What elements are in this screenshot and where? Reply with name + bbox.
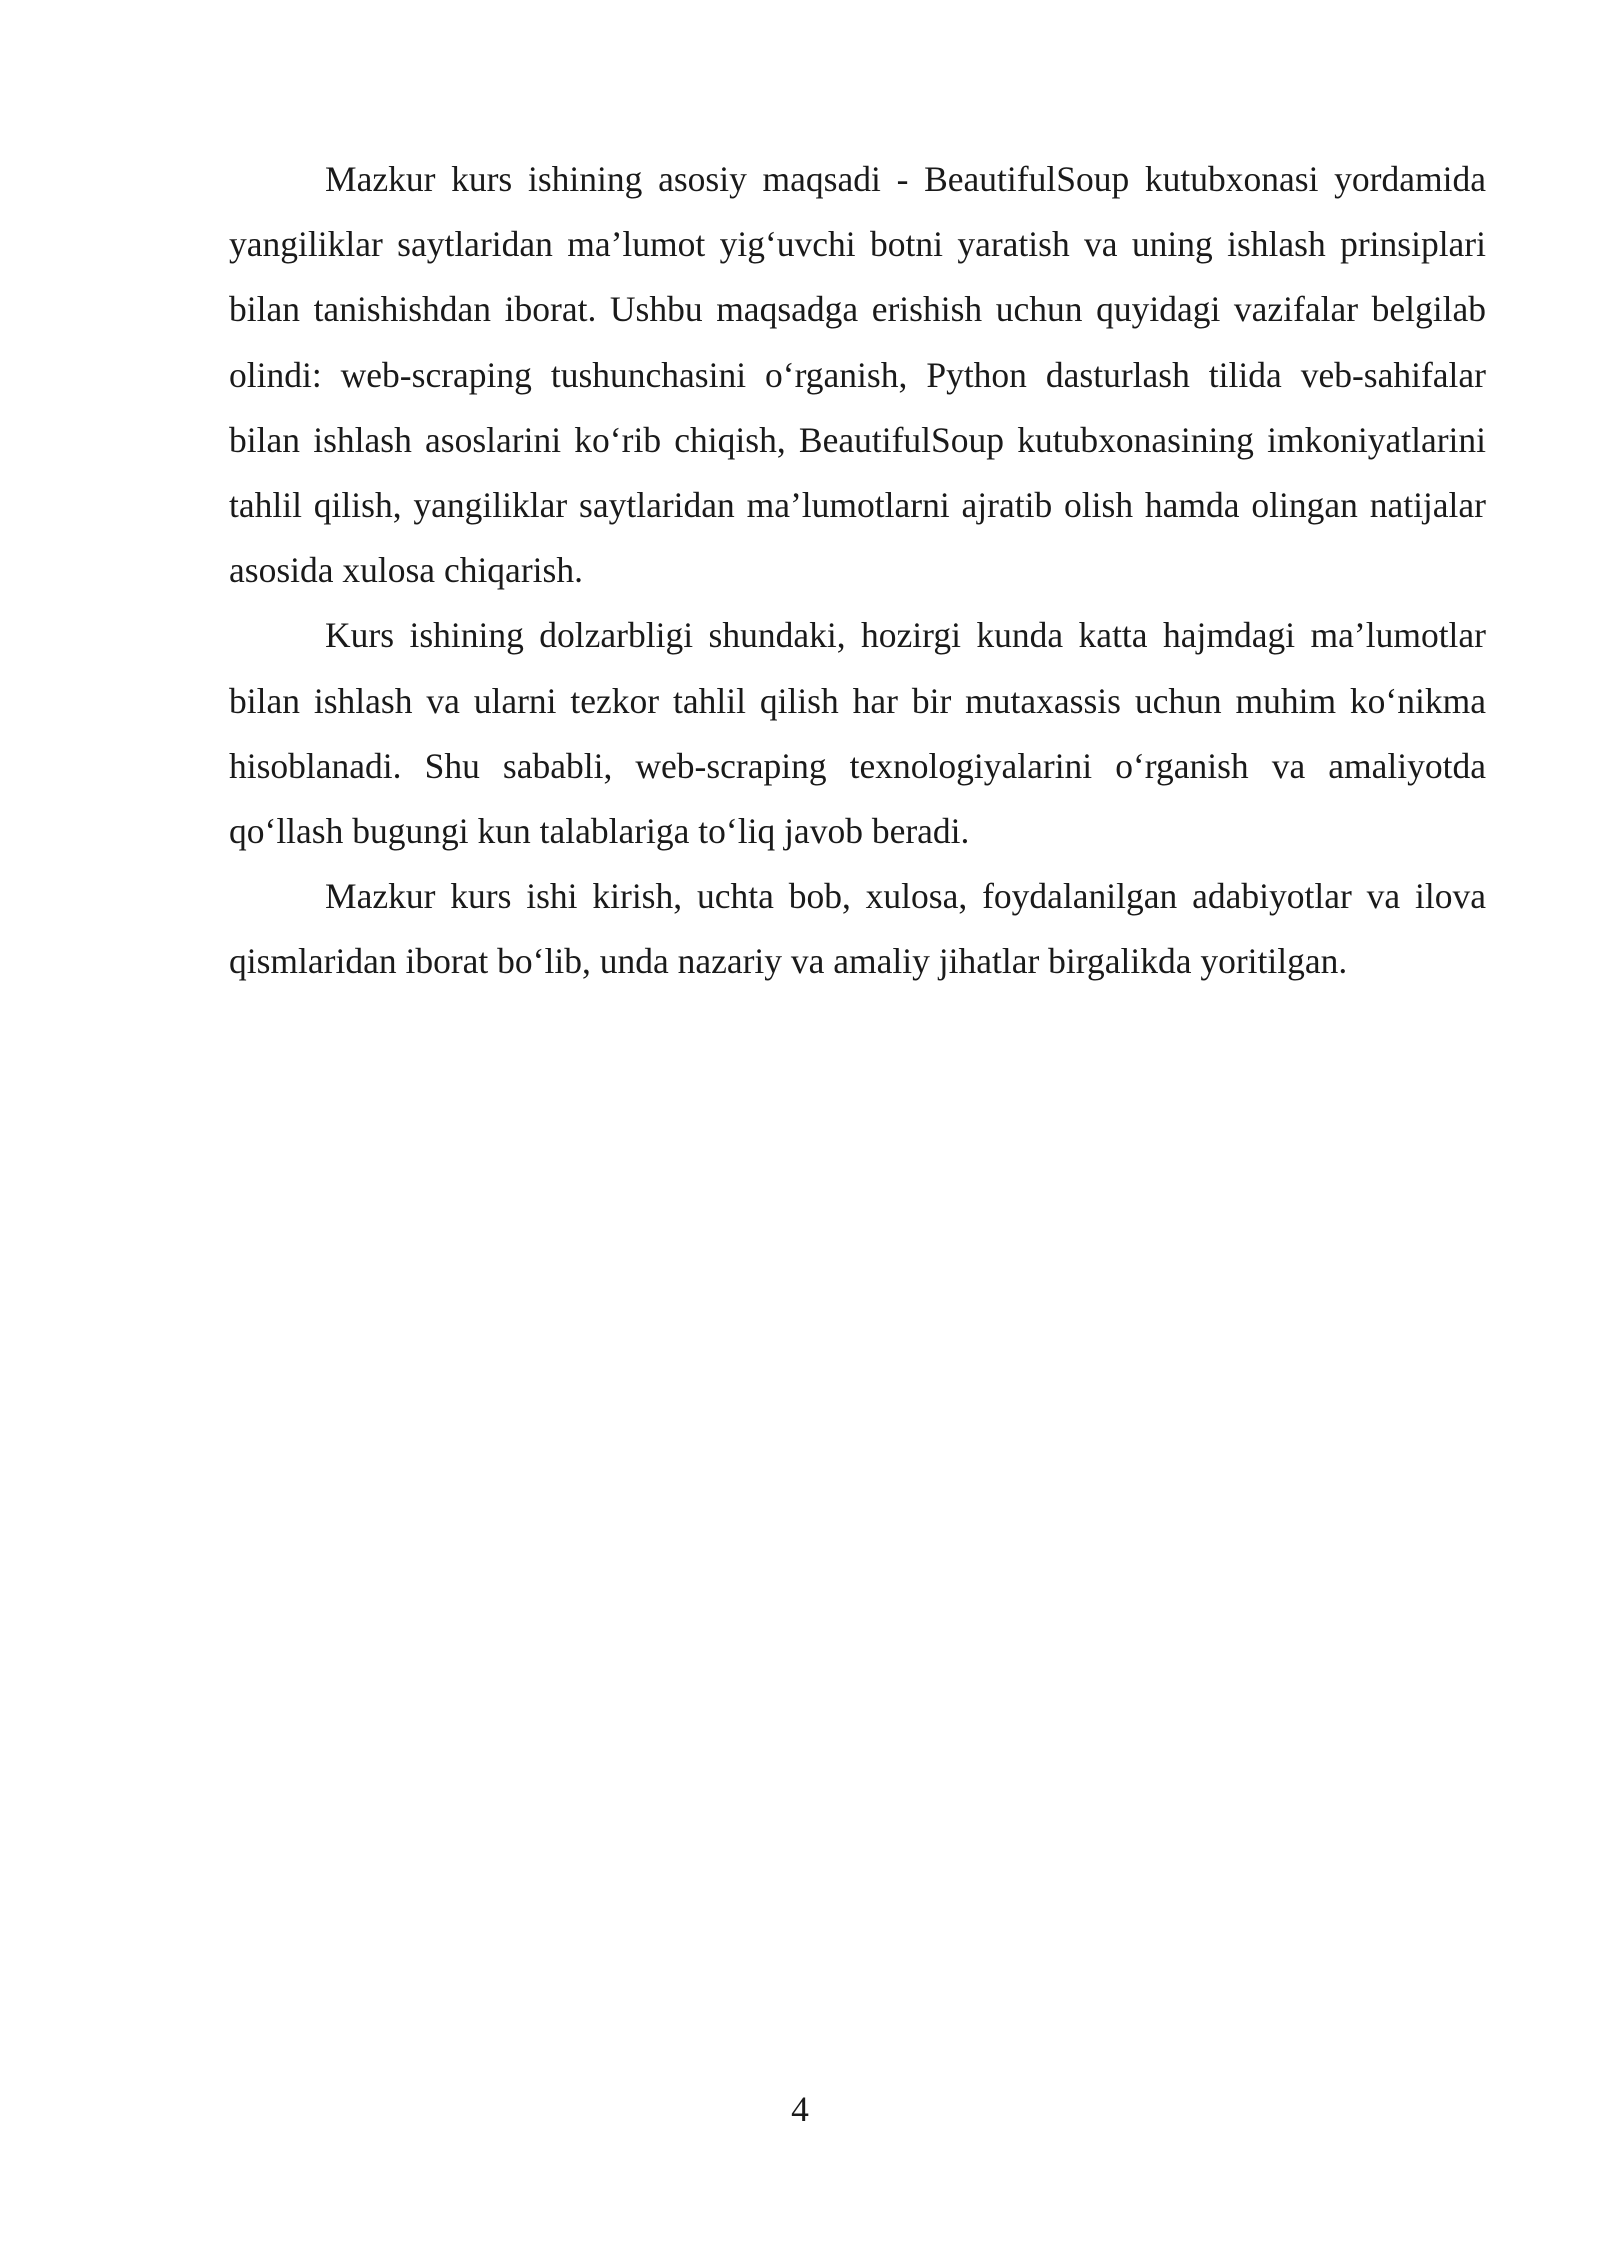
body-text bbox=[229, 147, 1486, 995]
paragraph-structure: Mazkur kurs ishi kirish, uchta bob, xulosa, foydalanilgan adabiyotlar va ilova qismlaridan iborat bo‘lib, unda nazariy va amaliy jihatlar birgalikda yoritilgan. bbox=[229, 876, 1486, 982]
paragraph-goal: Mazkur kurs ishining asosiy maqsadi - BeautifulSoup kutubxonasi yordamida yangiliklar saytlaridan ma’lumot yig‘uvchi botni yaratish va uning ishlash prinsiplari bilan tanishishdan iborat. Ushbu maqsadga erishish uchun quyidagi vazifalar belgilab olindi: web-scraping tushunchasini o‘rganish, Python dasturlash tilida veb-sahifalar bilan ishlash asoslarini ko‘rib chiqish, BeautifulSoup kutubxonasining imkoniyatlarini tahlil qilish, yangiliklar saytlaridan ma’lumotlarni ajratib olish hamda olingan natijalar asosida xulosa chiqarish. bbox=[229, 159, 1486, 591]
page-number: 4 bbox=[791, 2089, 809, 2129]
paragraph-relevance: Kurs ishining dolzarbligi shundaki, hozirgi kunda katta hajmdagi ma’lumotlar bilan ishlash va ularni tezkor tahlil qilish har bir mutaxassis uchun muhim ko‘nikma hisoblanadi. Shu sababli, web-scraping texnologiyalarini o‘rganish va amaliyotda qo‘llash bugungi kun talablariga to‘liq javob beradi. bbox=[229, 615, 1486, 852]
